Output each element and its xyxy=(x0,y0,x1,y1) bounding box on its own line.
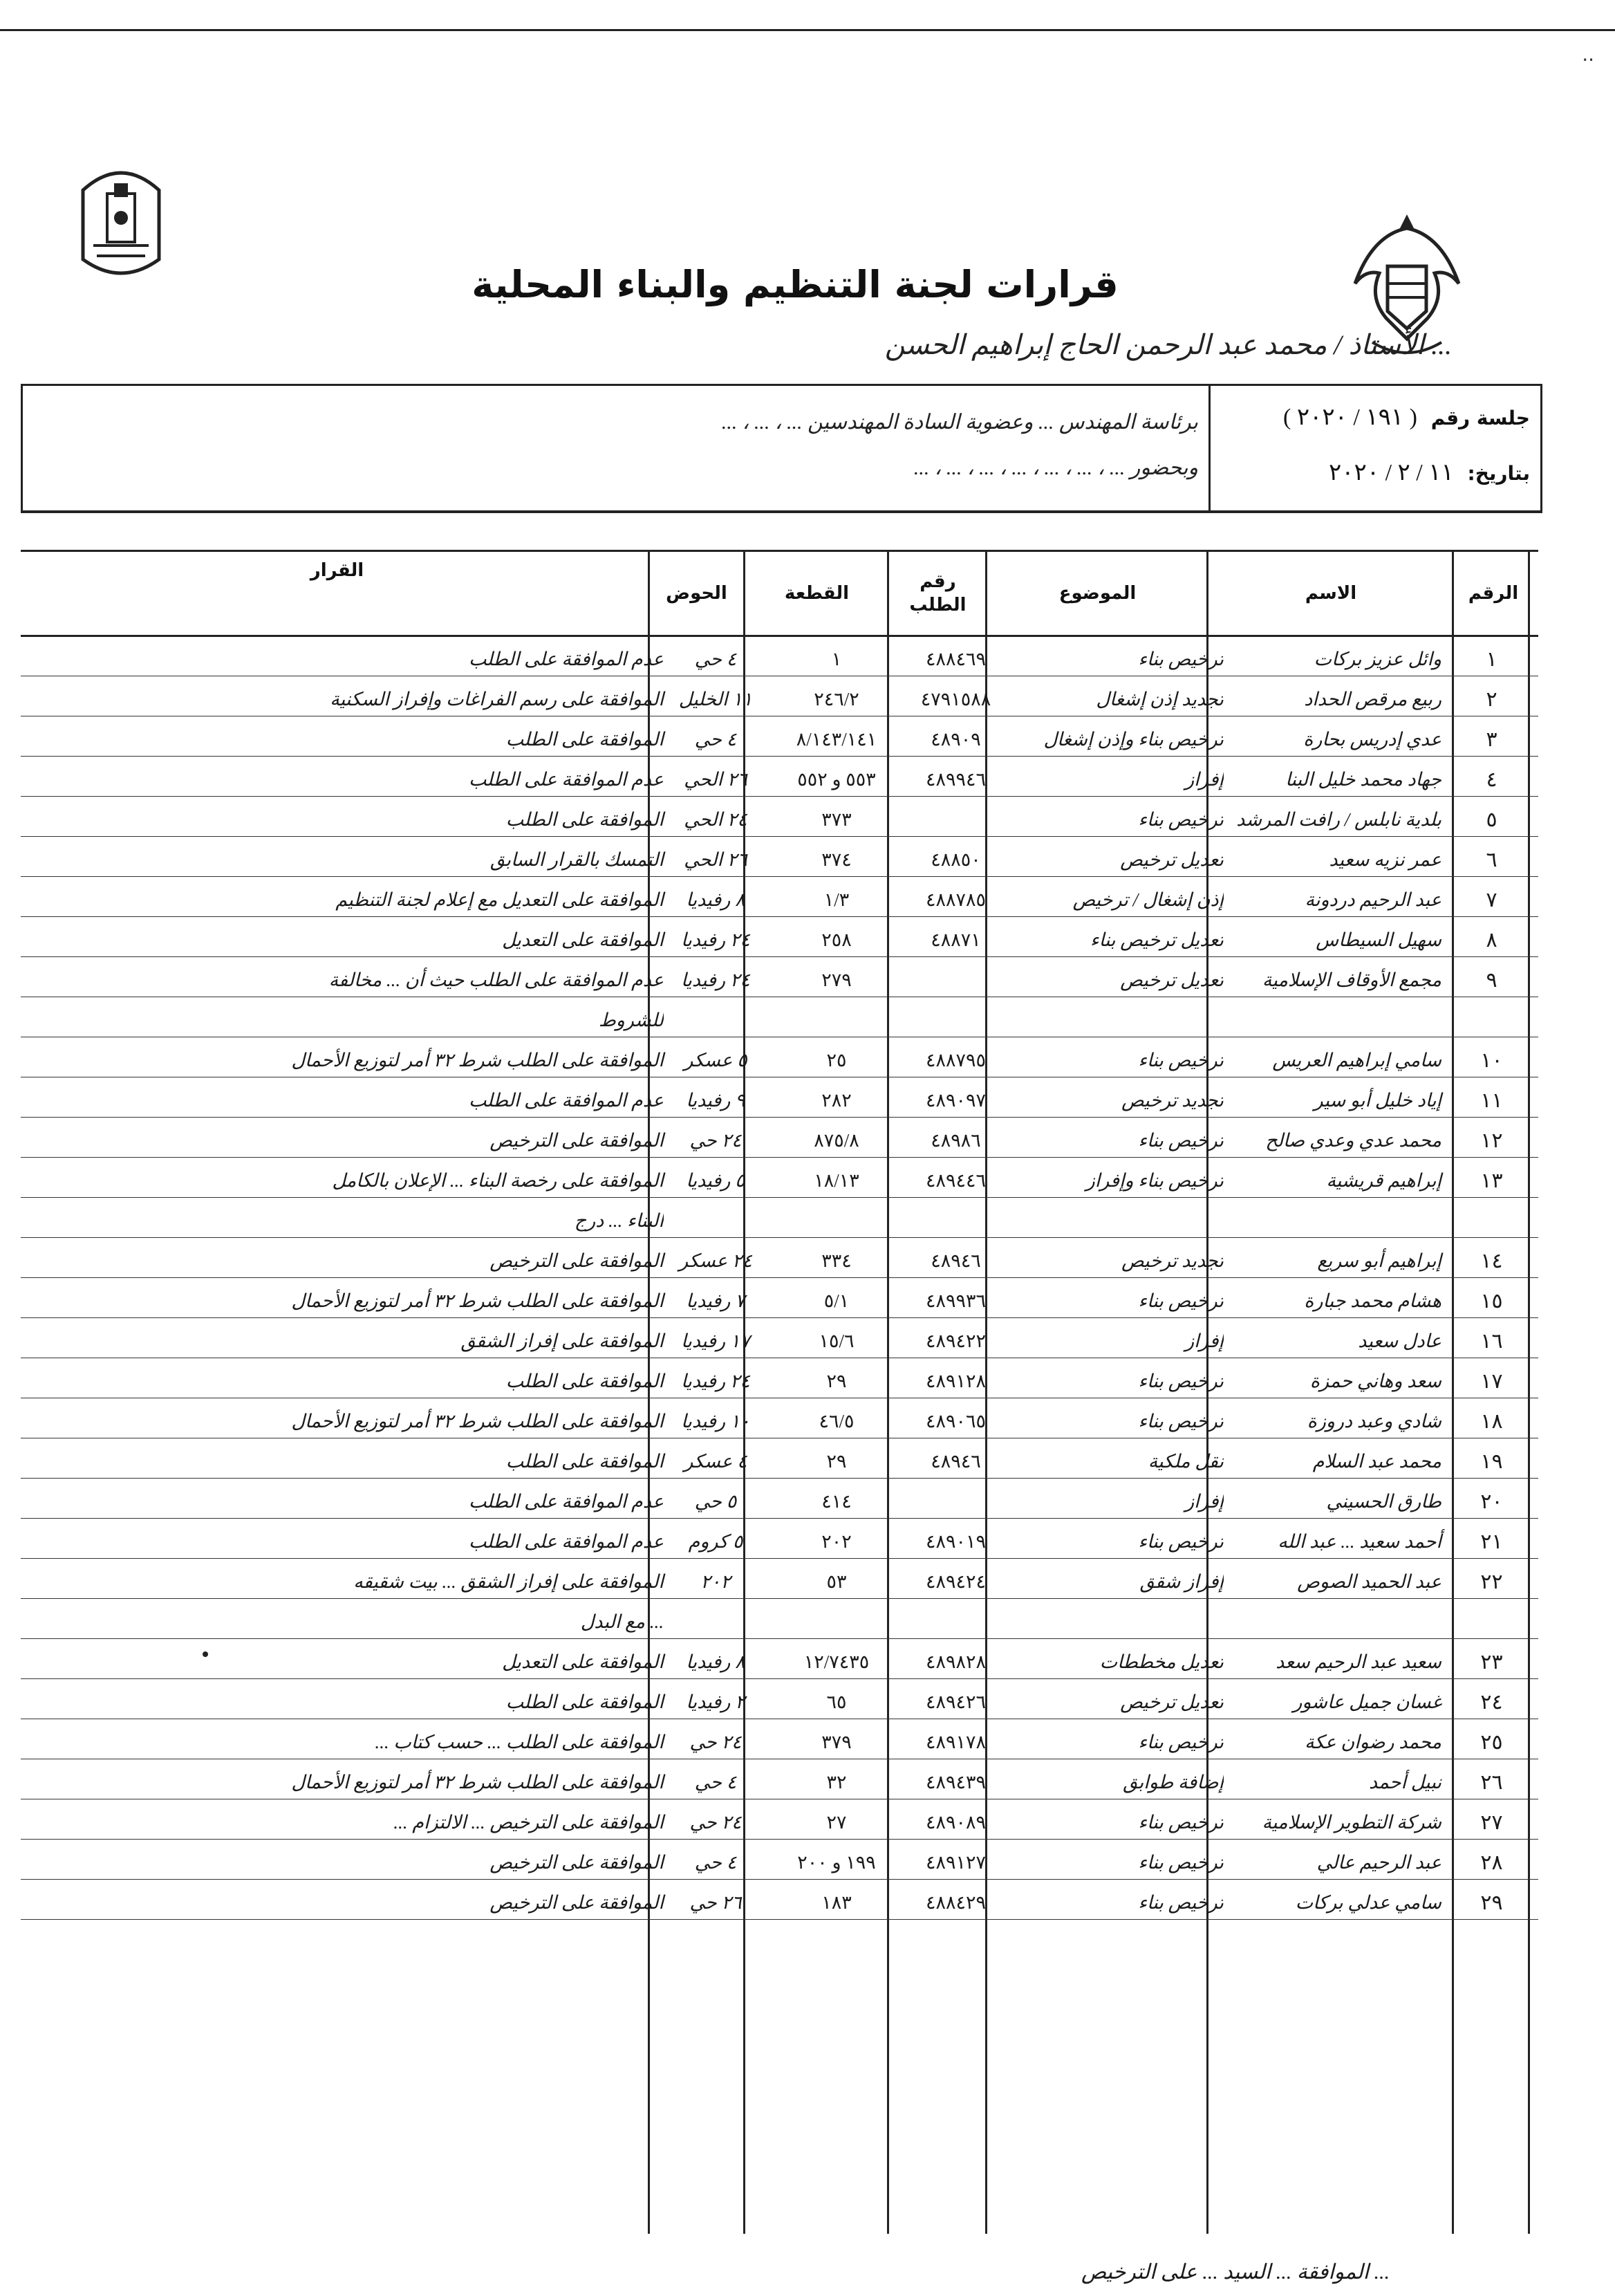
row-plot: ١٨/١٣ xyxy=(814,1169,859,1191)
row-decision: الموافقة على الترخيص xyxy=(489,1891,664,1913)
row-number: ٣ xyxy=(1486,728,1497,751)
row-basin: ٢ رفيديا xyxy=(686,1691,745,1712)
row-decision: الموافقة على التعديل مع إعلام لجنة التنظيم xyxy=(335,889,664,910)
row-number: ١٤ xyxy=(1480,1249,1503,1272)
row-subject: ترخيص بناء وإذن إشغال xyxy=(1043,728,1224,750)
row-plot: ٥٣ xyxy=(826,1571,847,1592)
row-number: ٧ xyxy=(1486,888,1497,911)
row-decision-continuation: ... مع البدل xyxy=(580,1611,664,1632)
row-basin: ٥ كروم xyxy=(688,1530,743,1552)
row-name: إياد خليل أبو سير xyxy=(1314,1089,1441,1111)
row-subject: ترخيص بناء xyxy=(1138,1290,1224,1311)
table-row xyxy=(21,1683,1538,1719)
row-plot: ١٢/٧٤٣٥ xyxy=(803,1651,870,1672)
row-plot: ٨٧٥/٨ xyxy=(814,1129,859,1151)
row-request-no: ٤٨٩٤٢٢ xyxy=(926,1330,987,1351)
row-basin: ٢٠٢ xyxy=(700,1571,731,1592)
row-decision: عدم الموافقة على الطلب حيث أن ... مخالفة xyxy=(328,969,664,990)
row-decision: الموافقة على التعديل xyxy=(502,929,664,950)
table-row xyxy=(21,1161,1538,1198)
row-basin: ٢٦ الحي xyxy=(684,849,747,870)
row-decision: الموافقة على الطلب xyxy=(505,1691,664,1712)
row-number: ٢ xyxy=(1486,687,1497,711)
session-divider xyxy=(1208,386,1211,510)
row-decision: عدم الموافقة على الطلب xyxy=(469,1089,664,1111)
header-decision: القرار xyxy=(310,560,364,581)
row-plot: ٦٥ xyxy=(826,1691,847,1712)
row-number: ١٠ xyxy=(1480,1048,1503,1072)
row-subject: إضافة طوابق xyxy=(1123,1771,1224,1793)
row-request-no: ٤٨٩٠٨٩ xyxy=(926,1811,987,1833)
row-basin: ٢٦ حي xyxy=(689,1891,742,1913)
row-name: إبراهيم قريشية xyxy=(1326,1169,1441,1191)
row-number: ٢١ xyxy=(1480,1530,1503,1553)
row-name: هشام محمد جبارة xyxy=(1304,1290,1441,1311)
table-row xyxy=(21,961,1538,997)
row-request-no: ٤٨٩٤٦ xyxy=(931,1250,981,1271)
row-plot: ٢٥٨ xyxy=(821,929,852,950)
row-decision: الموافقة على الطلب xyxy=(505,1370,664,1391)
row-decision: الموافقة على الطلب شرط ٣٢ أمر لتوزيع الأحمال xyxy=(291,1049,664,1071)
row-number: ٢٦ xyxy=(1480,1770,1503,1794)
row-name: عبد الرحيم عالي xyxy=(1316,1851,1441,1873)
row-plot: ٢٨٢ xyxy=(821,1089,852,1111)
row-name: عادل سعيد xyxy=(1358,1330,1441,1351)
row-subject: تعديل ترخيص xyxy=(1120,849,1224,870)
row-plot: ٣٢ xyxy=(826,1771,847,1793)
row-name: محمد عبد السلام xyxy=(1312,1450,1441,1472)
row-name: سامي عدلي بركات xyxy=(1295,1891,1441,1913)
row-request-no: ٤٨٩٤٢٤ xyxy=(926,1571,987,1592)
row-decision: الموافقة على الطلب xyxy=(505,728,664,750)
row-request-no: ٤٨٩٨٢٨ xyxy=(926,1651,987,1672)
row-subject: ترخيص بناء xyxy=(1138,1731,1224,1752)
row-number: ١٣ xyxy=(1480,1169,1503,1192)
table-row xyxy=(21,1723,1538,1759)
row-basin: ٢٤ حي xyxy=(689,1811,742,1833)
row-subject: ترخيص بناء xyxy=(1138,1370,1224,1391)
row-name: ربيع مرقص الحداد xyxy=(1304,688,1441,710)
row-number: ٩ xyxy=(1486,968,1497,992)
row-basin: ٤ حي xyxy=(694,728,737,750)
table-row-continuation xyxy=(21,1602,1538,1639)
row-decision: الموافقة على التعديل xyxy=(502,1651,664,1672)
row-plot: ٢٩ xyxy=(826,1450,847,1472)
handwritten-header-note: ... الأستاذ / محمد عبد الرحمن الحاج إبراهيم الحسن xyxy=(884,329,1452,360)
table-row xyxy=(21,1763,1538,1799)
row-basin: ٥ حي xyxy=(694,1490,737,1512)
row-number: ٢٨ xyxy=(1480,1851,1503,1874)
row-basin: ٢٤ رفيديا xyxy=(681,1370,750,1391)
row-name: أحمد سعيد ... عبد الله xyxy=(1278,1530,1441,1552)
row-request-no: ٤٨٩٠٩ xyxy=(931,728,981,750)
row-request-no: ٤٨٩٨٦ xyxy=(931,1129,981,1151)
corner-mark: ·· xyxy=(1582,48,1594,71)
row-basin: ٩ رفيديا xyxy=(686,1089,745,1111)
row-subject: ترخيص بناء xyxy=(1138,1811,1224,1833)
row-decision: الموافقة على الترخيص xyxy=(489,1250,664,1271)
row-plot: ٨/١٤٣/١٤١ xyxy=(796,728,877,750)
header-name: الاسم xyxy=(1305,583,1357,604)
session-date-value: ١١ / ٢ / ٢٠٢٠ xyxy=(1329,460,1454,485)
row-subject: ترخيص بناء xyxy=(1138,648,1224,669)
row-basin: ١٠ رفيديا xyxy=(681,1410,750,1432)
row-subject: تجديد ترخيص xyxy=(1121,1250,1224,1271)
row-request-no: ٤٨٨٧٩٥ xyxy=(926,1049,987,1071)
row-basin: ١١ الخليل xyxy=(678,688,753,710)
row-request-no: ٤٨٨٥٠ xyxy=(931,849,981,870)
row-plot: ٢٠٢ xyxy=(821,1530,852,1552)
row-decision: الموافقة على الطلب xyxy=(505,1450,664,1472)
table-row xyxy=(21,1642,1538,1679)
row-name: طارق الحسيني xyxy=(1326,1490,1441,1512)
row-request-no xyxy=(913,804,999,835)
row-decision: الموافقة على الطلب شرط ٣٢ أمر لتوزيع الأحمال xyxy=(291,1410,664,1432)
row-basin: ٤ حي xyxy=(694,648,737,669)
table-row xyxy=(21,800,1538,837)
row-decision: الموافقة على الترخيص xyxy=(489,1129,664,1151)
row-subject: إفراز xyxy=(1185,768,1224,790)
row-subject: ترخيص بناء xyxy=(1138,808,1224,830)
row-request-no: ٤٨٩٤٦ xyxy=(931,1450,981,1472)
row-request-no: ٤٨٩٤٣٩ xyxy=(926,1771,987,1793)
header-basin: الحوض xyxy=(666,583,727,604)
header-request-no: رقم الطلب xyxy=(909,571,967,615)
row-plot: ٤٦/٥ xyxy=(819,1410,855,1432)
row-basin: ٧ رفيديا xyxy=(686,1290,745,1311)
row-name: شركة التطوير الإسلامية xyxy=(1262,1811,1441,1833)
row-plot: ٢٧٩ xyxy=(821,969,852,990)
table-row xyxy=(21,1281,1538,1318)
row-decision: عدم الموافقة على الطلب xyxy=(469,1490,664,1512)
session-number-label: جلسة رقم xyxy=(1430,407,1530,429)
row-basin: ١٧ رفيديا xyxy=(681,1330,750,1351)
row-plot: ٥/١ xyxy=(823,1290,850,1311)
row-decision: الموافقة على الطلب شرط ٣٢ أمر لتوزيع الأحمال xyxy=(291,1771,664,1793)
row-decision: التمسك بالقرار السابق xyxy=(490,849,664,870)
row-number: ٢٩ xyxy=(1480,1891,1503,1914)
table-row xyxy=(21,1562,1538,1599)
row-number: ١٨ xyxy=(1480,1409,1503,1433)
row-number: ٤ xyxy=(1486,768,1497,791)
table-row xyxy=(21,880,1538,917)
row-number: ٢٥ xyxy=(1480,1730,1503,1754)
row-basin: ٤ حي xyxy=(694,1771,737,1793)
table-row xyxy=(21,1843,1538,1880)
row-plot: ١/٣ xyxy=(823,889,850,910)
row-basin: ٢٤ الحي xyxy=(684,808,747,830)
row-decision: الموافقة على إفراز الشقق ... بيت شقيقه xyxy=(353,1571,664,1592)
row-plot: ٤١٤ xyxy=(821,1490,852,1512)
session-header-box xyxy=(21,384,1542,513)
session-info xyxy=(1219,403,1530,514)
row-basin: ٤ عسكر xyxy=(684,1450,747,1472)
table-row xyxy=(21,760,1538,797)
table-row-continuation xyxy=(21,1001,1538,1037)
row-plot: ٣٧٤ xyxy=(821,849,852,870)
row-number: ١ xyxy=(1486,647,1497,671)
row-basin: ٢٤ رفيديا xyxy=(681,929,750,950)
table-row xyxy=(21,1482,1538,1519)
row-request-no: ٤٨٩٩٣٦ xyxy=(926,1290,987,1311)
table-row xyxy=(21,1442,1538,1479)
row-subject: تجديد إذن إشغال xyxy=(1096,688,1224,710)
row-name: محمد رضوان عكة xyxy=(1305,1731,1441,1752)
row-number: ٢٣ xyxy=(1480,1650,1503,1674)
row-decision: الموافقة على الطلب ... حسب كتاب ... xyxy=(375,1731,664,1752)
row-plot: ١ xyxy=(831,648,842,669)
row-name: سعيد عبد الرحيم سعد xyxy=(1276,1651,1441,1672)
header-number: الرقم xyxy=(1468,583,1519,604)
decisions-table xyxy=(21,550,1538,1914)
page-title: قرارات لجنة التنظيم والبناء المحلية xyxy=(472,263,1119,306)
row-decision-continuation: للشروط xyxy=(598,1009,664,1030)
row-subject: ترخيص بناء xyxy=(1138,1891,1224,1913)
row-request-no: ٤٨٩٠١٩ xyxy=(926,1530,987,1552)
ink-dot xyxy=(203,1651,208,1657)
table-row xyxy=(21,1241,1538,1278)
row-basin: ٤ حي xyxy=(694,1851,737,1873)
row-decision: عدم الموافقة على الطلب xyxy=(469,1530,664,1552)
row-decision: عدم الموافقة على الطلب xyxy=(469,768,664,790)
municipality-seal-icon xyxy=(69,163,173,284)
row-request-no: ٤٨٩١٧٨ xyxy=(926,1731,987,1752)
row-basin: ٨ رفيديا xyxy=(686,889,745,910)
row-number: ٢٤ xyxy=(1480,1690,1503,1714)
table-row xyxy=(21,1362,1538,1398)
row-request-no: ٤٨٩٤٤٦ xyxy=(926,1169,987,1191)
table-row xyxy=(21,1803,1538,1840)
row-plot: ١٩٩ و ٢٠٠ xyxy=(797,1851,876,1873)
row-name: إبراهيم أبو سريع xyxy=(1317,1250,1441,1271)
row-plot: ٣٧٣ xyxy=(821,808,852,830)
row-subject: نقل ملكية xyxy=(1148,1450,1224,1472)
row-subject: إفراز xyxy=(1185,1330,1224,1351)
row-number: ٨ xyxy=(1486,928,1497,952)
members-line-1: برئاسة المهندس ... وعضوية السادة المهندسين ... ، ... ، ... xyxy=(721,411,1198,434)
table-row-continuation xyxy=(21,1201,1538,1238)
footer-handwritten-line: ... الموافقة ... السيد ... على الترخيص xyxy=(1081,2261,1390,2284)
row-request-no xyxy=(913,965,999,995)
row-subject: ترخيص بناء xyxy=(1138,1530,1224,1552)
row-number: ٥ xyxy=(1486,808,1497,831)
table-row xyxy=(21,1041,1538,1077)
session-number xyxy=(1219,403,1530,431)
session-date xyxy=(1219,459,1530,486)
row-number: ١٩ xyxy=(1480,1450,1503,1473)
row-request-no: ٤٨٨٤٢٩ xyxy=(926,1891,987,1913)
members-line-2: وبحضور ... ، ... ، ... ، ... ، ... ، ... ، ... xyxy=(913,456,1198,479)
row-number: ٢٢ xyxy=(1480,1570,1503,1593)
row-plot: ٥٥٣ و ٥٥٢ xyxy=(797,768,876,790)
row-plot: ٣٧٩ xyxy=(821,1731,852,1752)
row-name: عبد الرحيم دردونة xyxy=(1305,889,1441,910)
committee-members xyxy=(37,400,1198,491)
row-subject: تعديل مخططات xyxy=(1099,1651,1224,1672)
row-basin: ٢٦ الحي xyxy=(684,768,747,790)
table-row xyxy=(21,920,1538,957)
row-basin: ٥ عسكر xyxy=(684,1049,747,1071)
row-request-no: ٤٨٩٤٢٦ xyxy=(926,1691,987,1712)
row-subject: تجديد ترخيص xyxy=(1121,1089,1224,1111)
row-name: سهيل السيطاس xyxy=(1316,929,1441,950)
row-plot: ١٨٣ xyxy=(821,1891,852,1913)
session-number-value: ( ١٩١ / ٢٠٢٠ ) xyxy=(1283,405,1417,430)
row-name: سعد وهاني حمزة xyxy=(1309,1370,1441,1391)
table-row xyxy=(21,680,1538,716)
row-number: ٢٠ xyxy=(1480,1490,1503,1513)
row-subject: إفراز شقق xyxy=(1139,1571,1224,1592)
session-date-label: بتاريخ: xyxy=(1467,462,1530,485)
table-row xyxy=(21,640,1538,676)
row-number: ١٥ xyxy=(1480,1289,1503,1313)
row-name: وائل عزيز بركات xyxy=(1314,648,1441,669)
row-subject: تعديل ترخيص بناء xyxy=(1090,929,1224,950)
table-row xyxy=(21,1081,1538,1118)
row-decision: عدم الموافقة على الطلب xyxy=(469,648,664,669)
row-basin: ٢٤ عسكر xyxy=(679,1250,752,1271)
row-number: ١٧ xyxy=(1480,1369,1503,1393)
row-decision: الموافقة على الترخيص ... الالتزام ... xyxy=(393,1811,664,1833)
row-decision: الموافقة على رسم الفراغات وإفراز السكنية xyxy=(330,688,664,710)
row-plot: ٢٩ xyxy=(826,1370,847,1391)
row-name: عمر نزيه سعيد xyxy=(1329,849,1441,870)
table-row xyxy=(21,1522,1538,1559)
row-request-no: ٤٨٨٧٨٥ xyxy=(926,889,987,910)
row-name: جهاد محمد خليل البنا xyxy=(1285,768,1441,790)
row-decision: الموافقة على رخصة البناء ... الإعلان بالكامل xyxy=(332,1169,664,1191)
row-plot: ٢٧ xyxy=(826,1811,847,1833)
row-name: شادي وعبد دروزة xyxy=(1307,1410,1441,1432)
row-number: ١١ xyxy=(1480,1089,1503,1112)
row-basin: ٢٤ حي xyxy=(689,1731,742,1752)
row-subject: تعديل ترخيص xyxy=(1120,969,1224,990)
row-plot: ٢٤٦/٢ xyxy=(814,688,859,710)
row-plot: ٢٥ xyxy=(826,1049,847,1071)
table-row xyxy=(21,1402,1538,1438)
row-decision: الموافقة على الطلب شرط ٣٢ أمر لتوزيع الأحمال xyxy=(291,1290,664,1311)
top-ruled-strip xyxy=(0,19,1615,31)
table-header xyxy=(21,550,1538,637)
row-decision: الموافقة على إفراز الشقق xyxy=(460,1330,664,1351)
row-decision-continuation: البناء ... درج xyxy=(574,1210,664,1231)
row-subject: ترخيص بناء وإفراز xyxy=(1085,1169,1224,1191)
row-basin: ٨ رفيديا xyxy=(686,1651,745,1672)
row-name: غسان جميل عاشور xyxy=(1293,1691,1441,1712)
row-request-no xyxy=(913,1486,999,1517)
row-number: ٢٧ xyxy=(1480,1811,1503,1834)
row-request-no: ٤٨٩١٢٨ xyxy=(926,1370,987,1391)
row-number: ١٦ xyxy=(1480,1329,1503,1353)
row-name: بلدية نابلس / رافت المرشد xyxy=(1236,808,1441,830)
row-decision: الموافقة على الترخيص xyxy=(489,1851,664,1873)
row-request-no: ٤٧٩١٥٨٨ xyxy=(920,688,991,710)
header-plot: القطعة xyxy=(784,583,850,604)
row-number: ٦ xyxy=(1486,848,1497,871)
row-name: عبد الحميد الصوص xyxy=(1297,1571,1441,1592)
row-request-no: ٤٨٩٠٩٧ xyxy=(926,1089,987,1111)
table-row xyxy=(21,1883,1538,1920)
row-subject: ترخيص بناء xyxy=(1138,1049,1224,1071)
row-request-no: ٤٨٨٤٦٩ xyxy=(926,648,987,669)
row-name: مجمع الأوقاف الإسلامية xyxy=(1262,969,1441,990)
row-plot: ١٥/٦ xyxy=(819,1330,855,1351)
row-request-no: ٤٨٨٧١ xyxy=(931,929,981,950)
row-decision: الموافقة على الطلب xyxy=(505,808,664,830)
header-subject: الموضوع xyxy=(1058,583,1137,604)
row-name: عدي إدريس بحارة xyxy=(1303,728,1441,750)
row-request-no: ٤٨٩٠٦٥ xyxy=(926,1410,987,1432)
table-row xyxy=(21,840,1538,877)
table-row xyxy=(21,1322,1538,1358)
row-subject: إذن إشغال / ترخيص xyxy=(1072,889,1224,910)
row-subject: تعديل ترخيص xyxy=(1120,1691,1224,1712)
row-basin: ٢٤ رفيديا xyxy=(681,969,750,990)
row-subject: ترخيص بناء xyxy=(1138,1410,1224,1432)
row-basin: ٥ رفيديا xyxy=(686,1169,745,1191)
row-request-no: ٤٨٩١٢٧ xyxy=(926,1851,987,1873)
row-subject: إفراز xyxy=(1185,1490,1224,1512)
row-basin: ٢٤ حي xyxy=(689,1129,742,1151)
table-row xyxy=(21,1121,1538,1158)
row-name: محمد عدي وعدي صالح xyxy=(1265,1129,1441,1151)
row-subject: ترخيص بناء xyxy=(1138,1129,1224,1151)
row-name: نبيل أحمد xyxy=(1369,1771,1441,1793)
row-request-no: ٤٨٩٩٤٦ xyxy=(926,768,987,790)
row-subject: ترخيص بناء xyxy=(1138,1851,1224,1873)
row-plot: ٣٣٤ xyxy=(821,1250,852,1271)
row-number: ١٢ xyxy=(1480,1129,1503,1152)
table-row xyxy=(21,720,1538,757)
row-name: سامي إبراهيم العريس xyxy=(1272,1049,1441,1071)
